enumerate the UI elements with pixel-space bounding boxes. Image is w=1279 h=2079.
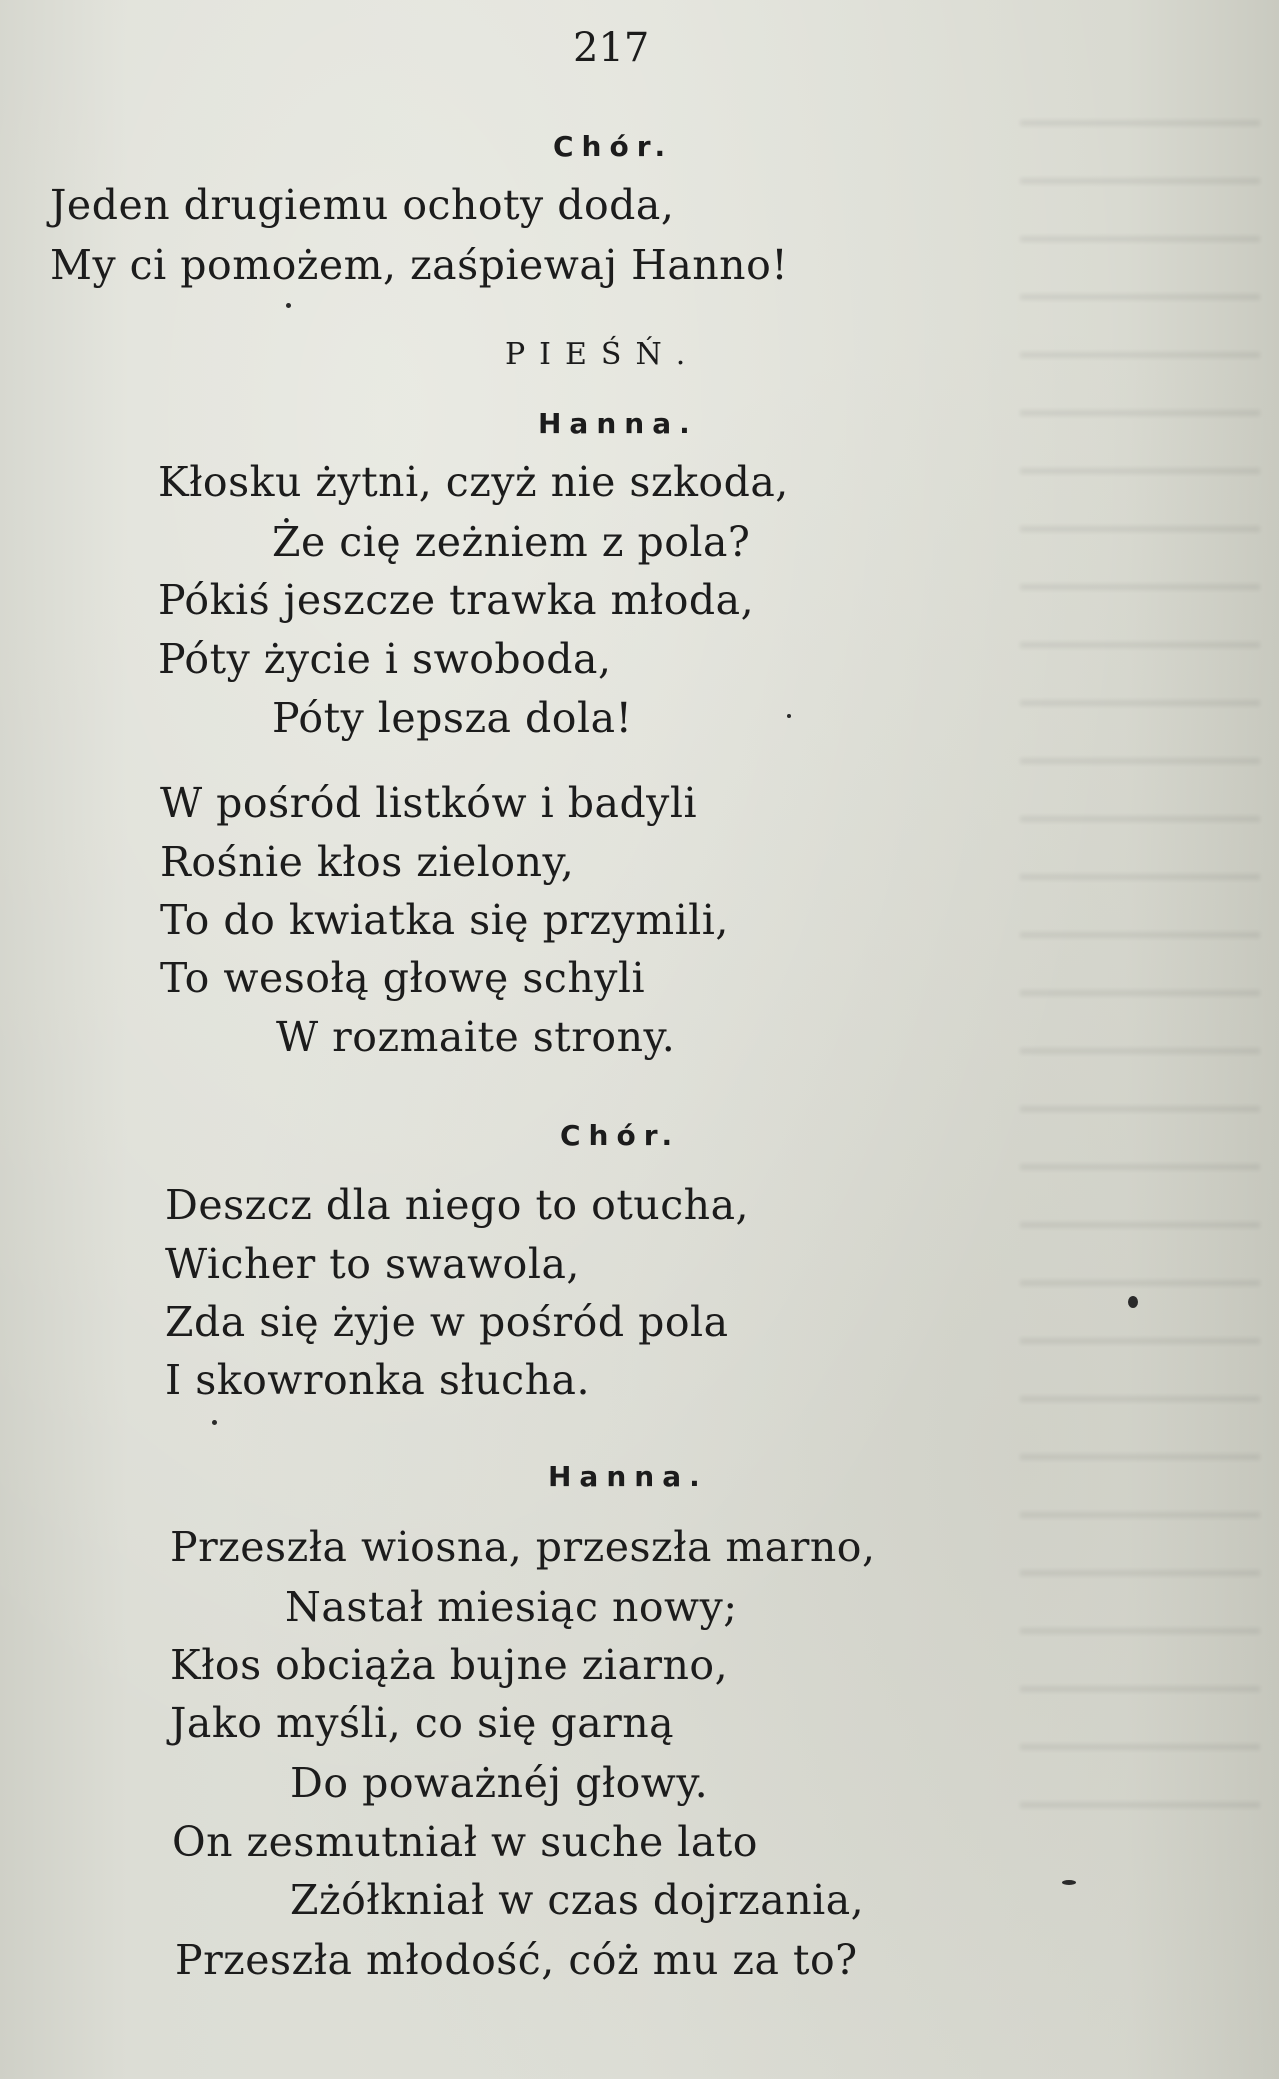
verse-line: W rozmaite strony.: [276, 1013, 676, 1061]
verse-line: To wesołą głowę schyli: [160, 954, 646, 1002]
ink-speck: [1128, 1296, 1138, 1308]
verse-line: Do poważnéj głowy.: [290, 1759, 709, 1807]
verse-line: Kłos obciąża bujne ziarno,: [170, 1641, 729, 1689]
verse-line: W pośród listków i badyli: [160, 779, 698, 827]
verse-line: Póty życie i swoboda,: [158, 635, 612, 683]
ink-speck: [787, 714, 791, 718]
verse-line: Póty lepsza dola!: [272, 694, 633, 742]
verse-line: I skowronka słucha.: [165, 1356, 590, 1404]
speaker-heading-chor-1: Chór.: [553, 130, 674, 163]
verse-line: Deszcz dla niego to otucha,: [165, 1181, 750, 1229]
ink-speck: [212, 1420, 217, 1425]
ink-speck: [286, 303, 291, 308]
ink-speck: [1062, 1880, 1076, 1885]
verse-line: Przeszła wiosna, przeszła marno,: [170, 1523, 876, 1571]
verse-line: Kłosku żytni, czyż nie szkoda,: [158, 458, 789, 506]
verse-line: To do kwiatka się przymili,: [160, 896, 729, 944]
verse-line: Rośnie kłos zielony,: [160, 838, 575, 886]
verse-line: My ci pomożem, zaśpiewaj Hanno!: [50, 241, 789, 289]
verse-line: Wicher to swawola,: [165, 1240, 580, 1288]
verse-line: Przeszła młodość, cóż mu za to?: [175, 1936, 858, 1984]
verse-line: Zżółkniał w czas dojrzania,: [290, 1876, 865, 1924]
verse-line: Pókiś jeszcze trawka młoda,: [158, 576, 755, 624]
verse-line: Że cię zeżniem z pola?: [272, 518, 751, 566]
verse-line: Zda się żyje w pośród pola: [165, 1298, 729, 1346]
verse-line: On zesmutniał w suche lato: [172, 1818, 758, 1866]
speaker-heading-hanna-2: Hanna.: [548, 1460, 708, 1493]
speaker-heading-chor-2: Chór.: [560, 1119, 681, 1152]
verse-line: Nastał miesiąc nowy;: [285, 1583, 738, 1631]
song-title: PIEŚŃ.: [505, 337, 700, 372]
verse-line: Jako myśli, co się garną: [170, 1699, 675, 1747]
bleed-through-text: [1020, 120, 1260, 1820]
page-number: 217: [573, 25, 650, 71]
speaker-heading-hanna-1: Hanna.: [538, 407, 698, 440]
verse-line: Jeden drugiemu ochoty doda,: [50, 181, 675, 229]
